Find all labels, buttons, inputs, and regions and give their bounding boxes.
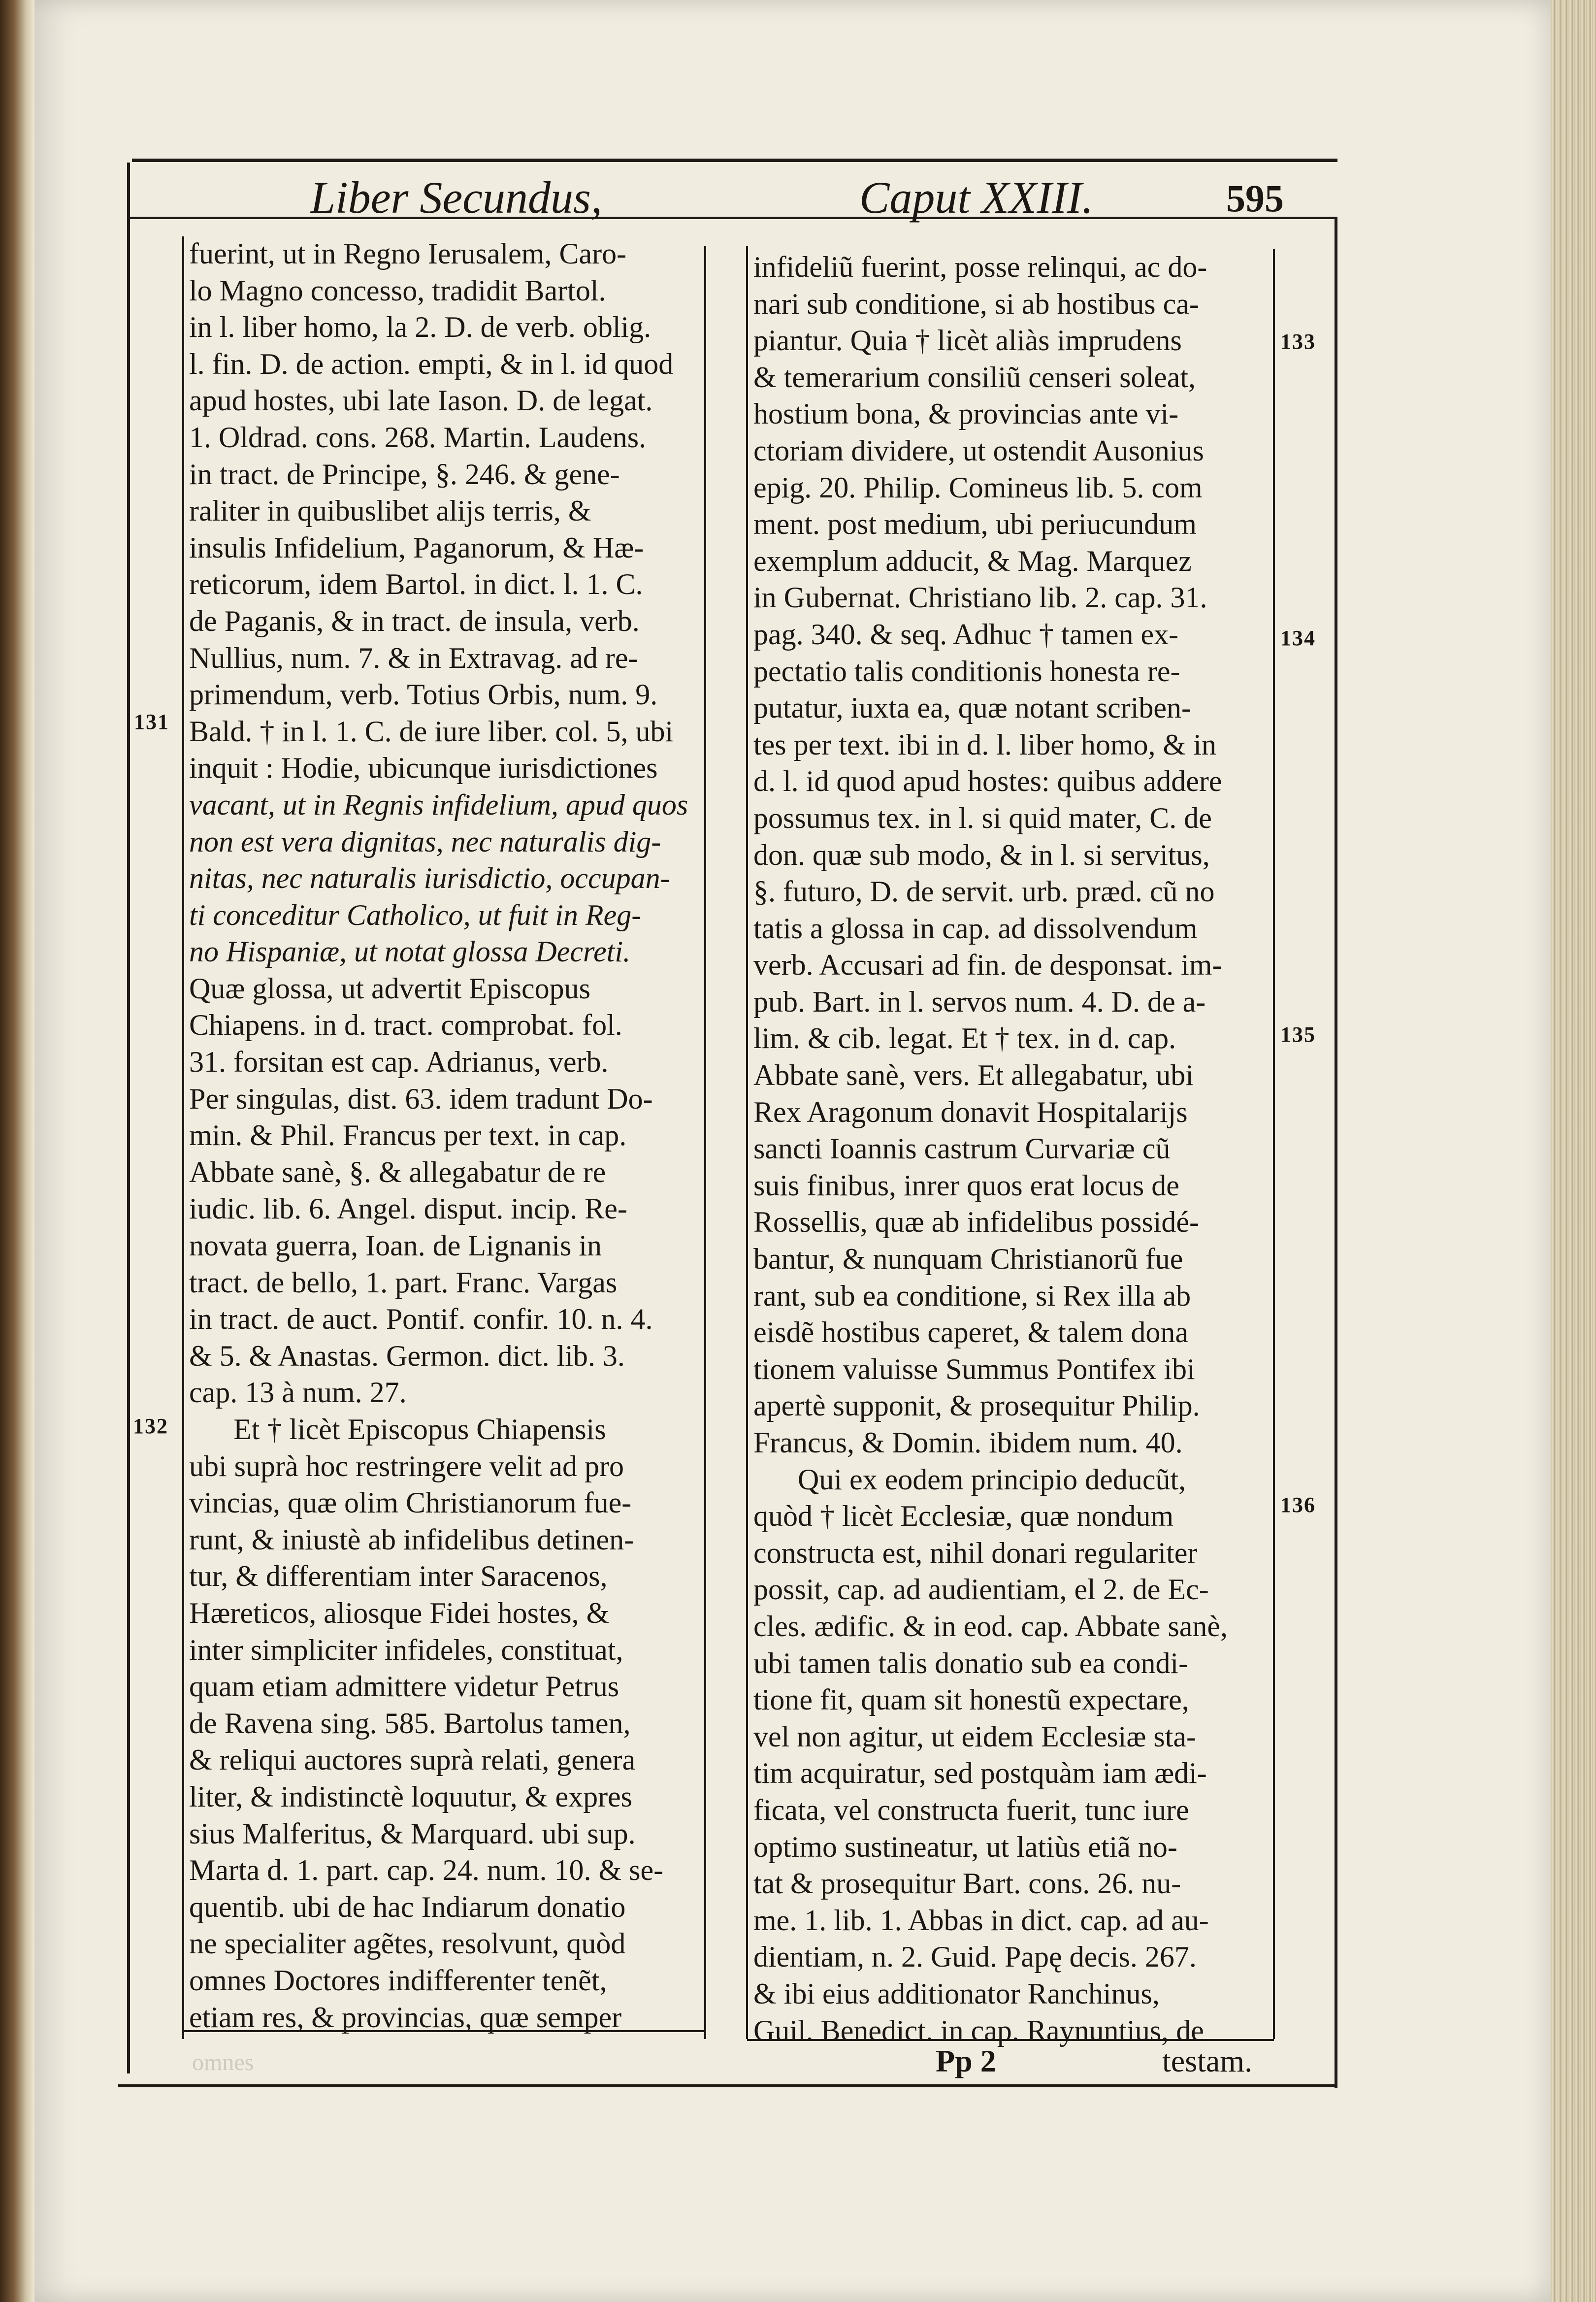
text-line: me. 1. lib. 1. Abbas in dict. cap. ad au- (753, 1904, 1209, 1937)
text-line: reticorum, idem Bartol. in dict. l. 1. C. (189, 568, 643, 601)
text-line: lim. & cib. legat. Et † tex. in d. cap. (753, 1022, 1176, 1055)
text-line: raliter in quibuslibet alijs terris, & (189, 494, 591, 527)
left-margin-rule (182, 236, 184, 2039)
text-line: pag. 340. & seq. Adhuc † tamen ex- (753, 618, 1179, 651)
text-line: suis finibus, inrer quos erat locus de (753, 1169, 1179, 1202)
text-line: Francus, & Domin. ibidem num. 40. (753, 1426, 1183, 1459)
text-line: eisdẽ hostibus caperet, & talem dona (753, 1316, 1189, 1349)
book-spine-left (0, 0, 34, 2302)
text-line: constructa est, nihil donari regulariter (753, 1536, 1198, 1569)
running-head-chapter: Caput XXIII. (859, 172, 1094, 223)
text-line: Nullius, num. 7. & in Extravag. ad re- (189, 641, 638, 674)
text-line: tatis a glossa in cap. ad dissolvendum (753, 912, 1198, 945)
text-line: ment. post medium, ubi periucundum (753, 508, 1197, 541)
text-line: liter, & indistinctè loquutur, & expres (189, 1780, 633, 1813)
text-line: §. futuro, D. de servit. urb. præd. cũ no (753, 875, 1215, 908)
text-line: quam etiam admittere videtur Petrus (189, 1670, 619, 1703)
text-line: l. fin. D. de action. empti, & in l. id quod (189, 347, 674, 380)
catchword: testam. (1162, 2043, 1253, 2078)
text-line: nitas, nec naturalis iurisdictio, occupan- (189, 862, 670, 895)
text-line: bantur, & nunquam Christianorũ fue (753, 1243, 1183, 1276)
text-line: & reliqui auctores suprà relati, genera (189, 1743, 636, 1776)
text-line: Hæreticos, aliosque Fidei hostes, & (189, 1596, 610, 1629)
margin-note-133: 133 (1280, 329, 1316, 354)
text-line: in l. liber homo, la 2. D. de verb. oblig. (189, 311, 651, 344)
text-line: in Gubernat. Christiano lib. 2. cap. 31. (753, 581, 1207, 614)
text-line: in tract. de auct. Pontif. confir. 10. n. 4. (189, 1303, 653, 1336)
left-text-column (189, 235, 701, 2036)
text-line: Rossellis, quæ ab infidelibus possidé- (753, 1206, 1199, 1239)
text-line: cap. 13 à num. 27. (189, 1376, 407, 1409)
text-line: cles. ædific. & in eod. cap. Abbate sanè, (753, 1610, 1228, 1643)
frame-right-rule (1335, 217, 1337, 2088)
text-line: vincias, quæ olim Christianorum fue- (189, 1486, 632, 1519)
text-line: non est vera dignitas, nec naturalis dig- (189, 825, 661, 858)
text-line: Guil. Benedict. in cap. Raynuntius, de (753, 2014, 1204, 2047)
text-line: 31. forsitan est cap. Adrianus, verb. (189, 1046, 609, 1079)
text-line: de Ravena sing. 585. Bartolus tamen, (189, 1707, 631, 1740)
text-line: hostium bona, & provincias ante vi- (753, 397, 1179, 430)
text-line: & temerarium consiliũ censeri soleat, (753, 361, 1196, 394)
frame-bottom-rule (118, 2084, 1337, 2087)
text-line: Abbate sanè, §. & allegabatur de re (189, 1155, 606, 1188)
text-line: verb. Accusari ad fin. de desponsat. im- (753, 949, 1222, 982)
right-text-column (753, 249, 1269, 2049)
text-line: in tract. de Principe, §. 246. & gene- (189, 458, 620, 491)
text-line: & ibi eius additionator Ranchinus, (753, 1977, 1160, 2010)
frame-left-rule (127, 163, 130, 2073)
text-line: Quæ glossa, ut advertit Episcopus (189, 972, 590, 1005)
text-line: ne specialiter agẽtes, resolvunt, quòd (189, 1927, 626, 1960)
text-line: lo Magno concesso, tradidit Bartol. (189, 274, 606, 307)
text-line: vacant, ut in Regnis infidelium, apud quos (189, 788, 688, 821)
right-margin-rule (1273, 249, 1275, 2039)
text-line: & 5. & Anastas. Germon. dict. lib. 3. (189, 1339, 625, 1372)
bleed-through-text: omnes (192, 2049, 254, 2075)
text-line: possit, cap. ad audientiam, el 2. de Ec- (753, 1573, 1209, 1606)
text-line: tim acquiratur, sed postquàm iam ædi- (753, 1757, 1207, 1790)
text-line: ti conceditur Catholico, ut fuit in Reg- (189, 898, 642, 931)
text-line: tionem valuisse Summus Pontifex ibi (753, 1352, 1195, 1385)
margin-note-131: 131 (134, 710, 169, 734)
text-line: don. quæ sub modo, & in l. si servitus, (753, 838, 1210, 871)
margin-note-135: 135 (1280, 1022, 1316, 1047)
text-line: de Paganis, & in tract. de insula, verb. (189, 604, 640, 637)
text-line: putatur, iuxta ea, quæ notant scriben- (753, 691, 1192, 724)
text-line: ubi suprà hoc restringere velit ad pro (189, 1449, 624, 1482)
text-line: inter simpliciter infideles, constituat, (189, 1633, 623, 1666)
text-line: nari sub conditione, si ab hostibus ca- (753, 287, 1199, 320)
text-line: inquit : Hodie, ubicunque iurisdictiones (189, 752, 658, 785)
text-line: epig. 20. Philip. Comineus lib. 5. com (753, 471, 1203, 504)
text-line: rant, sub ea conditione, si Rex illa ab (753, 1279, 1191, 1312)
text-line: dientiam, n. 2. Guid. Papę decis. 267. (753, 1940, 1197, 1973)
text-line: ctoriam dividere, ut ostendit Ausonius (753, 434, 1204, 467)
text-line: quentib. ubi de hac Indiarum donatio (189, 1890, 626, 1923)
text-line: piantur. Quia † licèt aliàs imprudens (753, 324, 1182, 357)
text-line: Marta d. 1. part. cap. 24. num. 10. & se- (189, 1854, 664, 1887)
page-edges-right (1551, 0, 1596, 2302)
text-line: insulis Infidelium, Paganorum, & Hæ- (189, 531, 644, 564)
text-line: ubi tamen talis donatio sub ea condi- (753, 1646, 1189, 1679)
text-line: Rex Aragonum donavit Hospitalarijs (753, 1095, 1188, 1128)
text-line: tract. de bello, 1. part. Franc. Vargas (189, 1266, 618, 1299)
text-line: iudic. lib. 6. Angel. disput. incip. Re- (189, 1192, 627, 1225)
text-line: exemplum adducit, & Mag. Marquez (753, 544, 1192, 577)
text-line: min. & Phil. Francus per text. in cap. (189, 1119, 627, 1152)
running-head-book: Liber Secundus, (310, 172, 602, 223)
signature-mark: Pp 2 (936, 2043, 996, 2078)
text-line: Abbate sanè, vers. Et allegabatur, ubi (753, 1059, 1194, 1092)
text-line: tat & prosequitur Bart. cons. 26. nu- (753, 1867, 1181, 1900)
text-line: tione fit, quam sit honestũ expectare, (753, 1683, 1189, 1716)
text-line: novata guerra, Ioan. de Lignanis in (189, 1229, 602, 1262)
text-line: vel non agitur, ut eidem Ecclesiæ sta- (753, 1720, 1197, 1753)
text-line: Et † licèt Episcopus Chiapensis (233, 1413, 606, 1446)
text-line: pectatio talis conditionis honesta re- (753, 655, 1180, 688)
text-line: Bald. † in l. 1. C. de iure liber. col. 5, ubi (189, 715, 674, 748)
running-header (266, 167, 1310, 227)
text-line: infideliũ fuerint, posse relinqui, ac do- (753, 251, 1207, 283)
text-line: Chiapens. in d. tract. comprobat. fol. (189, 1009, 622, 1042)
frame-top-rule (132, 159, 1337, 162)
margin-note-134: 134 (1280, 626, 1316, 650)
text-line: Per singulas, dist. 63. idem tradunt Do- (189, 1082, 653, 1115)
text-line: optimo sustineatur, ut latiùs etiã no- (753, 1830, 1177, 1863)
text-line: sancti Ioannis castrum Curvariæ cũ (753, 1132, 1171, 1165)
text-line: quòd † licèt Ecclesiæ, quæ nondum (753, 1500, 1174, 1533)
text-line: ficata, vel constructa fuerit, tunc iure (753, 1793, 1189, 1826)
text-line: apertè supponit, & prosequitur Philip. (753, 1389, 1200, 1422)
text-line: tes per text. ibi in d. l. liber homo, & in (753, 728, 1216, 761)
column-divider-left (704, 246, 706, 2039)
text-line: primendum, verb. Totius Orbis, num. 9. (189, 678, 658, 711)
text-line: Qui ex eodem principio deducũt, (798, 1463, 1186, 1496)
text-line: fuerint, ut in Regno Ierusalem, Caro- (189, 237, 627, 270)
text-line: d. l. id quod apud hostes: quibus addere (753, 765, 1222, 798)
text-line: sius Malferitus, & Marquard. ubi sup. (189, 1817, 636, 1850)
margin-note-136: 136 (1280, 1493, 1316, 1517)
text-line: etiam res, & provincias, quæ semper (189, 2001, 622, 2034)
text-line: pub. Bart. in l. servos num. 4. D. de a- (753, 985, 1206, 1018)
margin-note-132: 132 (133, 1414, 168, 1438)
text-line: tur, & differentiam inter Saracenos, (189, 1560, 608, 1593)
page-number: 595 (1226, 177, 1284, 220)
text-line: possumus tex. in l. si quid mater, C. de (753, 801, 1212, 834)
text-line: no Hispaniæ, ut notat glossa Decreti. (189, 935, 631, 968)
text-line: runt, & iniustè ab infidelibus detinen- (189, 1523, 634, 1556)
column-divider-right (746, 246, 748, 2039)
text-line: apud hostes, ubi late Iason. D. de legat. (189, 384, 653, 417)
text-line: omnes Doctores indifferenter tenẽt, (189, 1964, 607, 1997)
text-line: 1. Oldrad. cons. 268. Martin. Laudens. (189, 421, 647, 454)
